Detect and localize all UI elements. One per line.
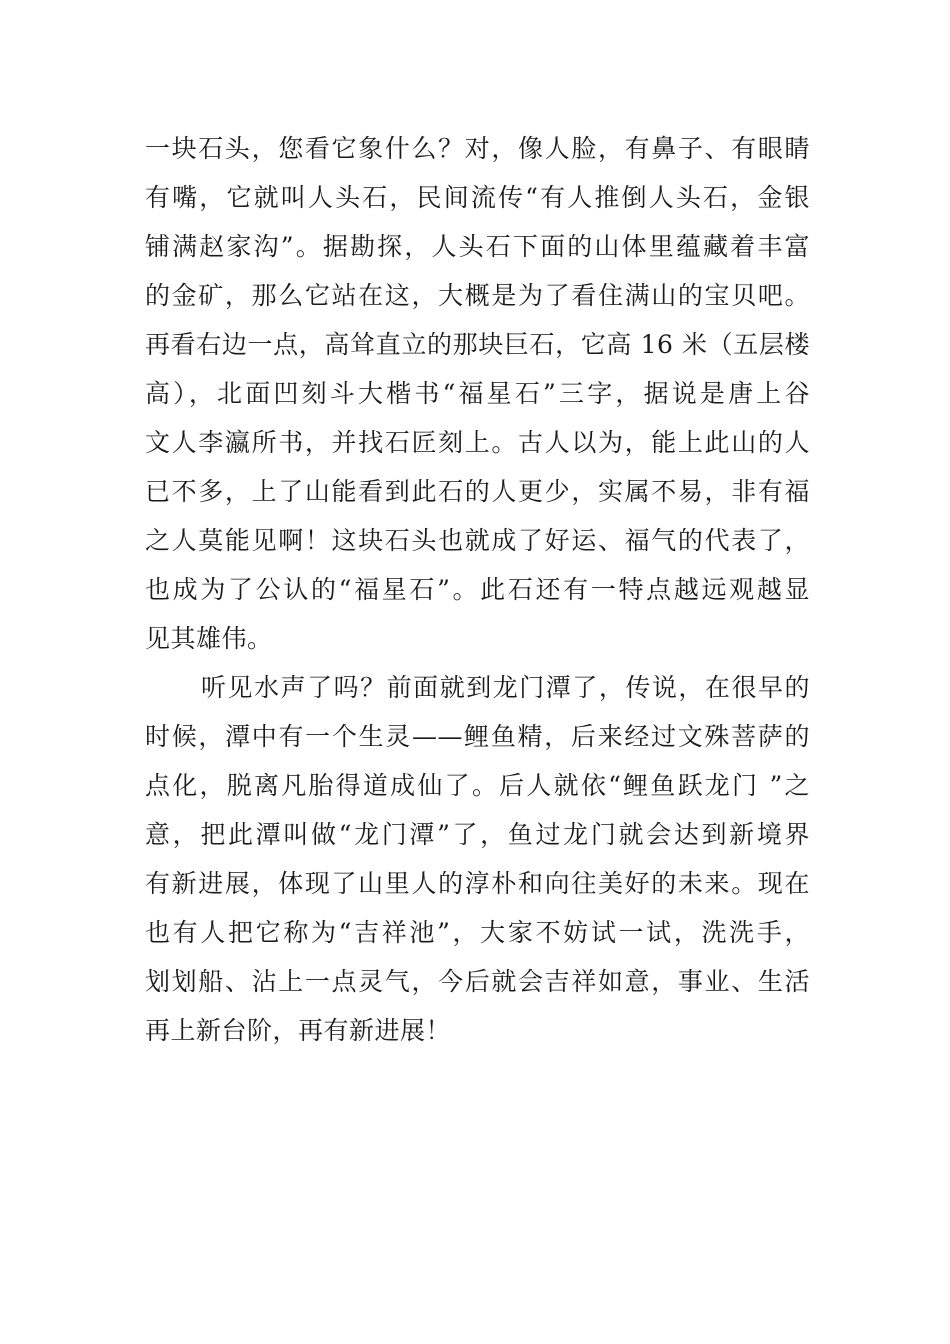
text-line: 有新进展，体现了山里人的淳朴和向往美好的未来。现在	[145, 869, 810, 898]
text-line: 已不多，上了山能看到此石的人更少，实属不易，非有福	[145, 477, 810, 506]
text-line: 文人李瀛所书，并找石匠刻上。古人以为，能上此山的人	[145, 428, 810, 457]
text-line: 听见水声了吗？前面就到龙门潭了，传说，在很早的	[201, 673, 810, 702]
document-body	[145, 124, 810, 1055]
text-line: 再看右边一点，高耸直立的那块巨石，它高 16 米（五层楼	[145, 330, 810, 359]
text-line: 意，把此潭叫做“龙门潭”了，鱼过龙门就会达到新境界	[145, 820, 810, 849]
text-line: 铺满赵家沟”。据勘探，人头石下面的山体里蕴藏着丰富	[145, 232, 810, 261]
text-line: 一块石头，您看它象什么？对，像人脸，有鼻子、有眼睛	[145, 134, 810, 163]
text-line: 也有人把它称为“吉祥池”，大家不妨试一试，洗洗手，	[145, 918, 810, 947]
text-line: 高），北面凹刻斗大楷书“福星石”三字，据说是唐上谷	[145, 379, 810, 408]
text-line: 再上新台阶，再有新进展！	[145, 1016, 452, 1045]
paragraph-1	[145, 124, 810, 663]
text-line: 见其雄伟。	[145, 624, 273, 653]
text-line: 划划船、沾上一点灵气，今后就会吉祥如意，事业、生活	[145, 967, 810, 996]
text-line: 有嘴，它就叫人头石，民间流传“有人推倒人头石，金银	[145, 183, 810, 212]
paragraph-2	[145, 663, 810, 1055]
text-line: 之人莫能见啊！这块石头也就成了好运、福气的代表了，	[145, 526, 810, 555]
text-line: 也成为了公认的“福星石”。此石还有一特点越远观越显	[145, 575, 810, 604]
text-line: 的金矿，那么它站在这，大概是为了看住满山的宝贝吧。	[145, 281, 810, 310]
text-line: 时候，潭中有一个生灵——鲤鱼精，后来经过文殊菩萨的	[145, 722, 810, 751]
text-line: 点化，脱离凡胎得道成仙了。后人就依“鲤鱼跃龙门 ”之	[145, 771, 810, 800]
